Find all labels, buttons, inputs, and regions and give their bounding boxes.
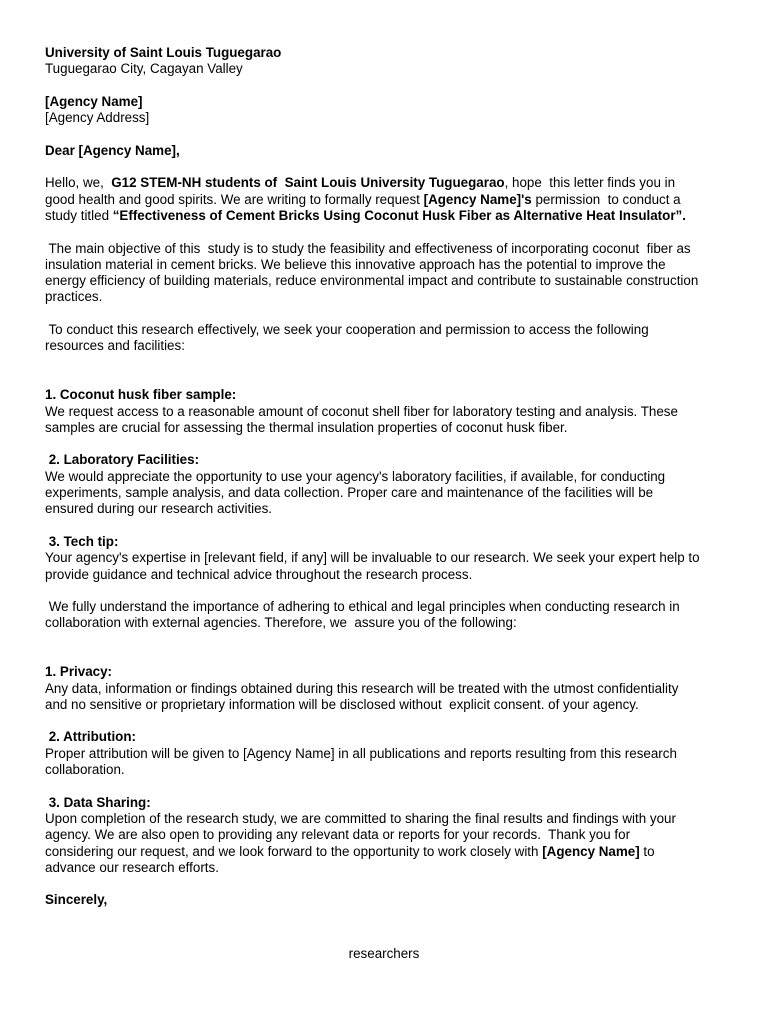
city-line: Tuguegarao City, Cagayan Valley [45,61,243,77]
university-name: University of Saint Louis Tuguegarao [45,45,282,60]
assurance-item: 2. Attribution: Proper attribution will be given to [Agency Name] in all publications and reports resulting from this research collaboration. [45,729,677,778]
request-heading: 1. Coconut husk fiber sample: [45,387,237,403]
assurance-paragraph: We fully understand the importance of adhering to ethical and legal principles when conducting research in collaboration with external agencies. Therefore, we assure you of the following: [45,599,680,631]
cooperation-paragraph: To conduct this research effectively, we seek your cooperation and permission to access the following resources and facilities: [45,322,649,354]
objective-paragraph: The main objective of this study is to study the feasibility and effectiveness of incorporating coconut fiber as insulation material in cement bricks. We believe this innovative approach has the potential to improve the energy efficiency of building materials, reduce environmental impact and contribute to sustainable construction practices. [45,240,699,305]
agency-address: [Agency Address] [45,110,150,126]
data-sharing-heading: 3. Data Sharing: [45,794,151,810]
letter-body [45,45,725,909]
assurance-item: 1. Privacy: Any data, information or findings obtained during this research will be treated with the utmost confidentiality and no sensitive or proprietary information will be disclosed without explicit consent. of your agency. [45,664,679,712]
agency-name: [Agency Name] [45,93,143,109]
request-heading: 2. Laboratory Facilities: [45,452,200,468]
signature-line: researchers [348,946,420,961]
intro-paragraph: Hello, we, G12 STEM-NH students of Saint Louis University Tuguegarao, hope this letter finds you in good health and good spirits. We are writing to formally request [Agency Name]'s permission to conduct a study titled “Effectiveness of Cement Bricks Using Coconut Husk Fiber as Alternative Heat Insulator”. [45,175,686,223]
assurance-heading: 1. Privacy: [45,664,112,680]
salutation: Dear [Agency Name], [45,142,180,158]
request-item: 1. Coconut husk fiber sample: We request access to a reasonable amount of coconut shell fiber for laboratory testing and analysis. These samples are crucial for assessing the thermal insulation properties of coconut husk fiber. [45,387,678,435]
data-sharing-item: 3. Data Sharing: Upon completion of the research study, we are committed to sharing the final results and findings with your agency. We are also open to providing any relevant data or reports for your records. Thank you for considering our request, and we look forward to the opportunity to work closely with [Agency Name] to advance our research efforts. [45,794,676,875]
request-heading: 3. Tech tip: [45,533,119,549]
request-item: 2. Laboratory Facilities: We would appreciate the opportunity to use your agency's laboratory facilities, if available, for conducting experiments, sample analysis, and data collection. Proper care and maintenance of the facilities will be ensured during our research activities. [45,452,666,517]
closing: Sincerely, [45,892,108,908]
request-item: 3. Tech tip: Your agency's expertise in [relevant field, if any] will be invaluable to our research. We seek your expert help to provide guidance and technical advice throughout the research process. [45,533,700,582]
assurance-heading: 2. Attribution: [45,729,136,745]
